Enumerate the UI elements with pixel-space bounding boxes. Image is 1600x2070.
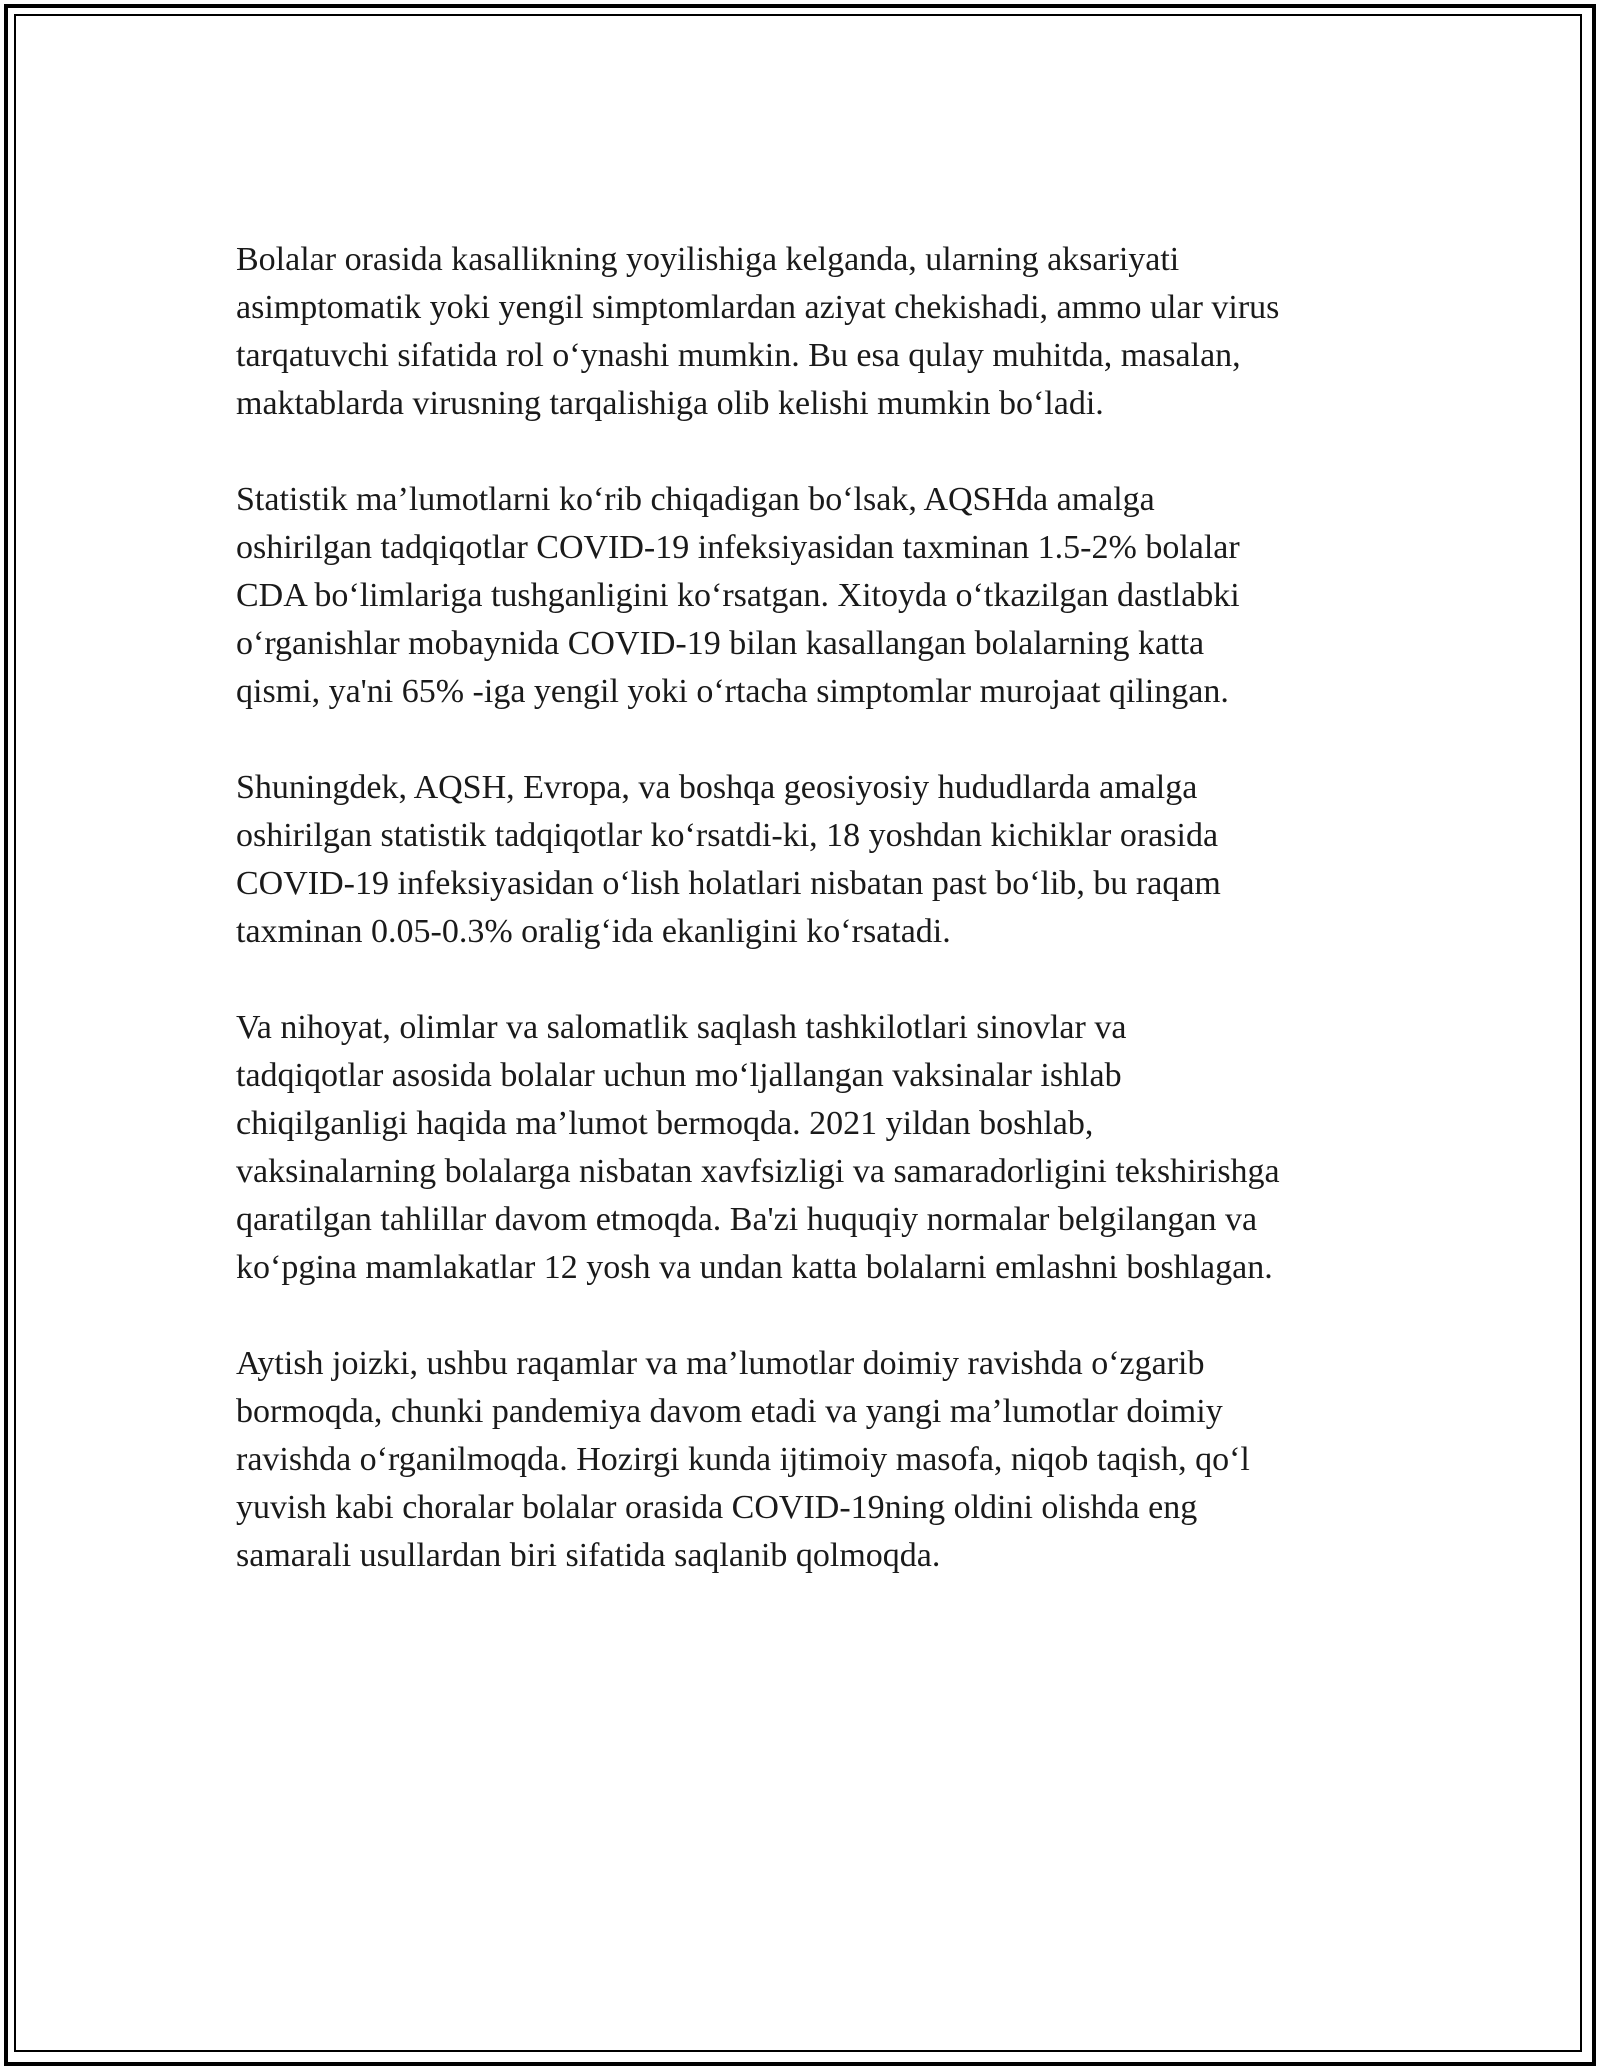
- paragraph-4: [236, 1004, 1396, 1292]
- text-line: tarqatuvchi sifatida rol o‘ynashi mumkin. Bu esa qulay muhitda, masalan,: [236, 337, 1241, 374]
- text-line: chiqilganligi haqida ma’lumot bermoqda. 2021 yildan boshlab,: [236, 1105, 1094, 1142]
- text-line: Va nihoyat, olimlar va salomatlik saqlash tashkilotlari sinovlar va: [236, 1009, 1127, 1046]
- text-line: maktablarda virusning tarqalishiga olib kelishi mumkin bo‘ladi.: [236, 385, 1104, 422]
- document-body: [236, 236, 1396, 1628]
- text-line: CDA bo‘limlariga tushganligini ko‘rsatgan. Xitoyda o‘tkazilgan dastlabki: [236, 577, 1240, 614]
- text-line: qismi, ya'ni 65% -iga yengil yoki o‘rtacha simptomlar murojaat qilingan.: [236, 673, 1229, 710]
- text-line: asimptomatik yoki yengil simptomlardan aziyat chekishadi, ammo ular virus: [236, 289, 1280, 326]
- text-line: Bolalar orasida kasallikning yoyilishiga kelganda, ularning aksariyati: [236, 241, 1180, 278]
- paragraph-3: [236, 764, 1396, 956]
- text-line: samarali usullardan biri sifatida saqlanib qolmoqda.: [236, 1537, 941, 1574]
- text-line: Statistik ma’lumotlarni ko‘rib chiqadigan bo‘lsak, AQSHda amalga: [236, 481, 1155, 518]
- paragraph-1: [236, 236, 1396, 428]
- text-line: Aytish joizki, ushbu raqamlar va ma’lumotlar doimiy ravishda o‘zgarib: [236, 1345, 1205, 1382]
- text-line: Shuningdek, AQSH, Evropa, va boshqa geosiyosiy hududlarda amalga: [236, 769, 1198, 806]
- text-line: tadqiqotlar asosida bolalar uchun mo‘ljallangan vaksinalar ishlab: [236, 1057, 1122, 1094]
- text-line: yuvish kabi choralar bolalar orasida COVID-19ning oldini olishda eng: [236, 1489, 1198, 1526]
- paragraph-2: [236, 476, 1396, 716]
- text-line: vaksinalarning bolalarga nisbatan xavfsizligi va samaradorligini tekshirishga: [236, 1153, 1280, 1190]
- text-line: oshirilgan tadqiqotlar COVID-19 infeksiyasidan taxminan 1.5-2% bolalar: [236, 529, 1240, 566]
- text-line: COVID-19 infeksiyasidan o‘lish holatlari nisbatan past bo‘lib, bu raqam: [236, 865, 1221, 902]
- text-line: bormoqda, chunki pandemiya davom etadi va yangi ma’lumotlar doimiy: [236, 1393, 1223, 1430]
- text-line: oshirilgan statistik tadqiqotlar ko‘rsatdi-ki, 18 yoshdan kichiklar orasida: [236, 817, 1219, 854]
- paragraph-5: [236, 1340, 1396, 1580]
- text-line: qaratilgan tahlillar davom etmoqda. Ba'zi huquqiy normalar belgilangan va: [236, 1201, 1258, 1238]
- text-line: ko‘pgina mamlakatlar 12 yosh va undan katta bolalarni emlashni boshlagan.: [236, 1249, 1273, 1286]
- text-line: o‘rganishlar mobaynida COVID-19 bilan kasallangan bolalarning katta: [236, 625, 1205, 662]
- text-line: ravishda o‘rganilmoqda. Hozirgi kunda ijtimoiy masofa, niqob taqish, qo‘l: [236, 1441, 1250, 1478]
- text-line: taxminan 0.05-0.3% oralig‘ida ekanligini ko‘rsatadi.: [236, 913, 951, 950]
